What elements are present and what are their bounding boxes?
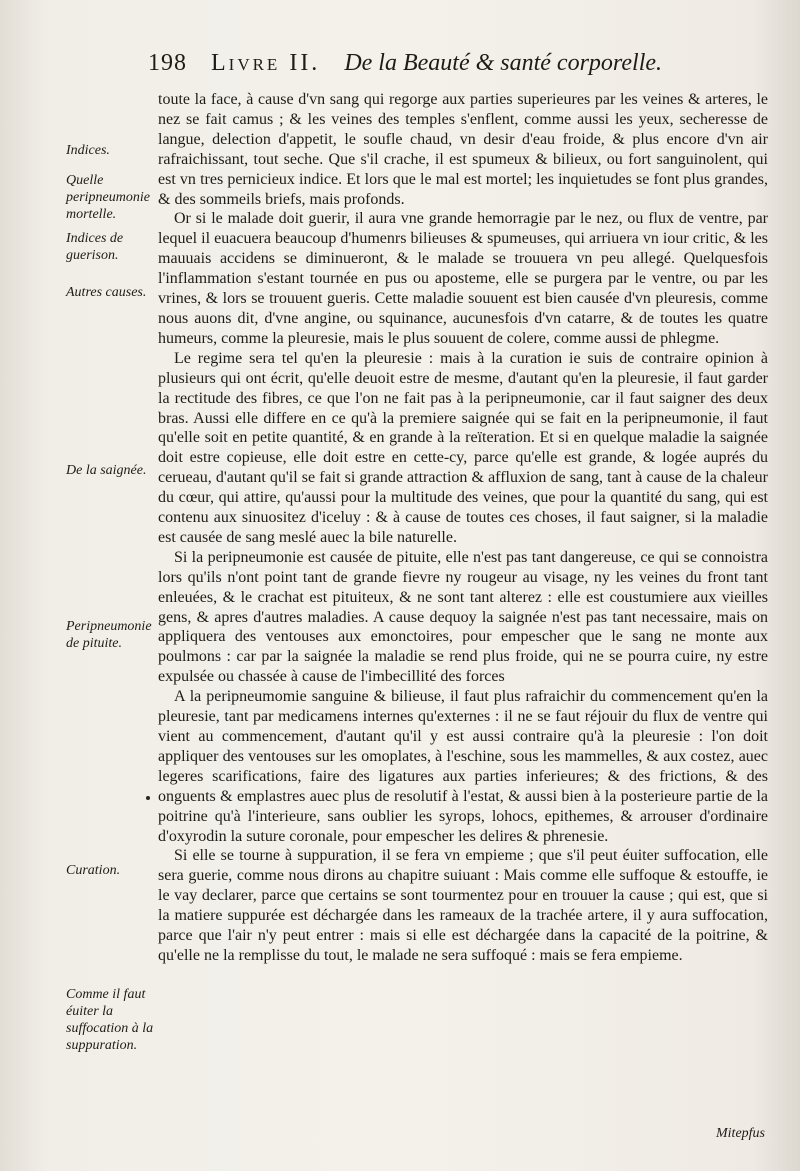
book-label: Livre II.	[211, 50, 321, 76]
margin-note-peripneumonie-mortelle: Quelle peripneumonie mortelle.	[66, 173, 150, 222]
margin-note-saignee: De la saignée.	[66, 463, 147, 478]
margin-note-suffocation: Comme il faut éuiter la suffocation à la suppuration.	[66, 987, 154, 1053]
paragraph: Or si le malade doit guerir, il aura vne grande hemorragie par le nez, ou flux de ventre, par lequel il euacuera beaucoup d'humenrs bilieuses & spumeuses, qui arriuera vn iour critic, & les mauuais accidens se diminueront, & le malade se trouuera vn peu allegé. Quelquesfois l'inflammation s'estant tournée en pus ou aposteme, elle se purgera par le ventre, ou par les vrines, & lors se trouuent gueris. Cette maladie souuent est bien causée d'vn pleuresis, comme nous auons dit, d'vne angine, ou squinance, aucunesfois d'vn catarre, & de toutes les quatre humeurs, comme la pleuresie, mais le plus souuent de colere, comme aussi de phlegme.	[158, 210, 768, 347]
running-header	[148, 50, 676, 90]
paragraph: Si elle se tourne à suppuration, il se fera vn empieme ; que s'il peut éuiter suffocation, elle sera guerie, comme nous dirons au chapitre suiuant : Mais comme elle suffoque & estouffe, ie le vay declarer, parce que certains se sont tourmentez pour en trouuer la cause ; qui est, que si la matiere suppurée est déchargée dans les rameaux de la trachée artere, il y aura suffocation, parce que l'air n'y peut entrer : mais si elle est déchargée dans la capacité de la poitrine, & qu'elle ne la remplisse du tout, le malade ne sera suffoqué : mais se fera empieme.	[158, 847, 768, 964]
page-number: 198	[148, 50, 187, 76]
paragraph: toute la face, à cause d'vn sang qui regorge aux parties superieures par les veines & arteres, le nez se fait camus ; & les veines des temples s'enflent, comme aussi les yeux, secheresse de langue, delection d'appetit, le soufle chaud, vn desir d'eau froide, & plus encore d'vn air rafraichissant, tout seche. Que s'il crache, il est spumeux & bilieux, ou fort sanguinolent, qui est vn tres pernicieux indice. Et lors que le mal est mortel; les inquietudes se font plus grandes, & des sommeils briefs, mais profonds.	[158, 91, 768, 208]
paragraph: Le regime sera tel qu'en la pleuresie : mais à la curation ie suis de contraire opinion à plusieurs qui ont écrit, qu'elle deuoit estre de mesme, d'autant qu'en la pleuresie, il faut garder la rectitude des fibres, ce que l'on ne fait pas à la peripneumonie, car il faut saigner des deux bras. Aussi elle differe en ce qu'à la premiere saignée qui se fait en la peripneumonie, il faut qu'elle soit en petite quantité, & en grande à la reïteration. Et si en quelque maladie la saignée doit estre copieuse, elle doit estre en cette-cy, parce qu'elle est grande, & logée auprés du cerueau, d'autant qu'il se fait si grande attraction & affluxion de sang, tant à cause de la chaleur du cœur, qui attire, qu'aussi pour la multitude des veines, que pour la quantité du sang, qui est contenu aux sinuositez d'iceluy : & à cause de toutes ces choses, il faut saigner, si la maladie est causée de sang meslé auec la bile naturelle.	[158, 349, 768, 546]
margin-note-curation: Curation.	[66, 863, 121, 878]
paragraph: Si la peripneumonie est causée de pituite, elle n'est pas tant dangereuse, ce qui se connoistra lors qu'ils n'ont point tant de grande fievre ny rougeur au visage, ny les veines du front tant enleuées, & le crachat est pituiteux, & ne sont tant alterez : elle est coustumiere aux vieilles gens, & apres d'autres maladies. A cause dequoy la saignée n'est pas tant necessaire, mais on appliquera des ventouses aux emonctoires, pour empescher que le sang ne monte aux poulmons : car par la saignée la maladie se rend plus froide, qui ne se pourra cuire, ny estre expulsée ou chassée à cause de l'imbecillité des forces	[158, 548, 768, 686]
ink-mark	[146, 796, 150, 800]
body-text	[158, 90, 768, 966]
running-title: De la Beauté & santé corporelle.	[344, 50, 663, 76]
catchword: Mitepfus	[716, 1126, 765, 1141]
paragraph: A la peripneumomie sanguine & bilieuse, il faut plus rafraichir du commencement qu'en la pleuresie, tant par medicamens internes qu'externes : il ne se faut réjouir du flux de ventre qui vient au commencement, d'autant qu'il y est aussi contraire qu'à la pleuresie : l'on doit appliquer des ventouses sur les omoplates, à l'eschine, sous les mammelles, & aux costez, auec legeres scarifications, faire des ligatures aux parties inferieures; & des frictions, & des onguents & emplastres auec plus de resolutif à l'estat, & aussi bien à la posterieure partie de la poitrine qu'à l'interieure, sans oublier les syrops, lohocs, epithemes, & arrouser d'ordinaire d'oxyrodin la suture coronale, pour empescher les delires & phrenesie.	[158, 688, 768, 845]
margin-note-pituite: Peripneumonie de pituite.	[66, 619, 152, 651]
margin-note-indices: Indices.	[66, 143, 110, 158]
margin-note-indices-guerison: Indices de guerison.	[66, 231, 124, 263]
margin-note-autres-causes: Autres causes.	[66, 285, 147, 300]
